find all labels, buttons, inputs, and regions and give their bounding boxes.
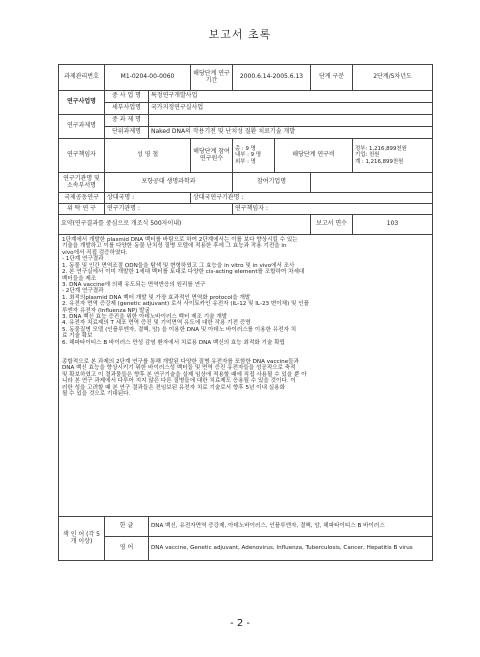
- summary-line: 러한 성을 고려할 때 본 연구 결과들은 전임보된 유전자 치료 기술로서 향후 5년 이내 실용화: [62, 384, 285, 391]
- intl-label: 국제공동연구: [59, 193, 105, 204]
- outsourced-pi: 연구책임자 :: [233, 204, 433, 215]
- summary-line: 1단계에서 개발한 plasmid DNA 벡터를 바탕으로 하여 2단계에서는 이를 보다 향상시킬 수 있는: [62, 237, 298, 243]
- summary-line: vivo에서 직접 검증하였다.: [62, 249, 128, 256]
- phase-period-value: 2000.6.14-2005.6.13: [233, 65, 311, 91]
- summary-line: 기술을 개발하고 이를 다양한 동물 난치성 질병 모델에 적용한 후에 그 효능과 작용 기전을 in: [62, 243, 287, 250]
- intl-partner: 상대국명 :: [105, 193, 191, 204]
- phase-period-label: 해당단계 연구기간: [191, 65, 233, 91]
- outsourced-label: 위 탁 연 구: [59, 204, 105, 215]
- intl-institution: 상대국연구기관명 :: [191, 193, 433, 204]
- project-unit-label: 단위과제명: [105, 127, 149, 139]
- funding-gov: 정부: 1,216,899천원: [355, 146, 407, 153]
- institution-value: 포항공대 생명과학과: [105, 173, 233, 193]
- participants-total: 총 : 9 명: [235, 146, 256, 153]
- keyword-label: 색 인 어 (각 5개 이상): [59, 517, 105, 561]
- program-sub-label: 중 사 업 명: [105, 91, 149, 103]
- pages-value: 103: [353, 215, 433, 235]
- page-number: - 2 -: [230, 618, 250, 629]
- summary-lines: [62, 237, 429, 398]
- phase-class-label: 단계 구분: [311, 65, 353, 91]
- project-no-value: M1-0204-00-0060: [105, 65, 191, 91]
- phase-class-value: 2단계/5차년도: [353, 65, 433, 91]
- project-no-label: 과제관리번호: [59, 65, 105, 91]
- participants-value: [233, 139, 275, 173]
- funding-value: [353, 139, 433, 173]
- pages-label: 보고서 면수: [311, 215, 353, 235]
- summary-line: 2. 유전자 면역 증강제 (genetic adjuvant) 로서 사이토카인 유전자 (IL-12 및 IL-23 변이체) 및 인플: [62, 301, 310, 308]
- project-mid-label: 중 과 제 명: [105, 115, 149, 127]
- summary-line: 3. DNA vaccine에 의해 유도되는 면역반응의 원리를 연구: [62, 281, 206, 288]
- funding-label: 해당단계 연구비: [275, 139, 353, 173]
- project-name-label: 연구과제명: [59, 115, 105, 139]
- participants-internal: 내부 : 9 명: [235, 152, 262, 159]
- company-label: 참여기업명: [233, 173, 311, 193]
- keyword-english-label: 영 어: [105, 537, 149, 561]
- keyword-korean-label: 한 글: [105, 517, 149, 537]
- summary-label: 요약(연구결과를 중심으로 개조식 500자이내): [59, 215, 311, 235]
- program-detail-label: 세부사업명: [105, 103, 149, 115]
- summary-line: DNA 백신 효능을 향상시키기 위한 바이러스성 벡터들 및 면역 증진 유전자들을 성공적으로 축적: [62, 365, 296, 372]
- summary-line: 5. 동물질병 모델 (인플루엔자, 결핵, 암) 을 이용한 DNA 및 아데노 바이러스를 이용한 유전자 치: [62, 326, 297, 333]
- summary-line: 벡터들을 제조: [62, 275, 97, 282]
- summary-line: 료 기술 확보: [62, 333, 93, 340]
- participants-external: 외부 : 명: [235, 158, 256, 165]
- funding-company: 기업: 천원: [355, 152, 380, 159]
- outsourced-institution: 연구기관명 :: [105, 204, 233, 215]
- summary-body: [59, 235, 433, 517]
- keyword-korean-value: DNA 백신, 유전자면역 증강제, 아데노바이러스, 인플루엔자, 결핵, 암, 헤파타이티스 B 바이러스: [149, 517, 433, 537]
- project-unit-value: Naked DNA의 작용기전 및 난치성 질환 치료기술 개발: [149, 127, 433, 139]
- institution-label: 연구기관명 및 소속부서명: [59, 173, 105, 193]
- summary-line: 니라 본 연구 과제에서 다루어 지지 않은 다른 질병들에 대한 치료제도 응용될 수 있을 것이다. 이: [62, 378, 296, 385]
- program-label: 연구사업명: [59, 91, 105, 115]
- pi-name: 성 영 철: [105, 139, 191, 173]
- summary-line: 4. 유전자 치료제의 T 세포 면역 증진 및 기억면역 유도에 대한 작용 기전 증명: [62, 320, 251, 327]
- summary-line: 6. 헤파타이티스 B 바이러스 만성 감염 환자에서 치료용 DNA 백신의 효능 최적화 기술 확립: [62, 339, 285, 346]
- participants-label: 해당단계 참여연구원수: [191, 139, 233, 173]
- funding-total: 계 : 1,216,899천원: [355, 158, 404, 165]
- summary-line: - 2단계 연구결과: [62, 288, 104, 295]
- report-abstract-table: [58, 64, 433, 561]
- pi-label: 연구책임자: [59, 139, 105, 173]
- summary-line: 2. 본 연구실에서 이미 개발한 1세대 벡터를 토대로 다양한 cis-acting element를 조합하여 차세대: [62, 269, 305, 276]
- summary-line: 3. DNA 백신 효능 증진을 위한 아데노바이러스 벡터 제조 기술 개발: [62, 314, 228, 321]
- summary-line: 1. 동물 및 인간 면역조절 ODN들을 탐색 및 변형하였고 그 효능을 in vitro 및 in vivo에서 조사: [62, 262, 295, 269]
- project-mid-value: [149, 115, 433, 127]
- summary-line: 1. 최적의plasmid DNA 벡터 개발 및 가장 효과적인 면역화 protocol을 개발: [62, 294, 251, 301]
- summary-line: 종합적으로 본 과제의 2단계 연구를 통해 개발된 다양한 질병 유전자를 포함한 DNA vaccine들과: [62, 359, 299, 366]
- program-sub-value: 특정연구개발사업: [149, 91, 433, 103]
- summary-line: 및 확보하였고 이 결과물들은 향후 본 연구기술을 실제 임상에 적용할 때에 직접 사용될 수 있을 뿐 아: [62, 371, 307, 378]
- page-title: 보고서 초록: [208, 28, 272, 41]
- summary-line: 될 수 있을 것으로 기대된다.: [62, 391, 131, 398]
- keyword-english-value: DNA vaccine, Genetic adjuvant, Adenovirus, Influenza, Tuberculosis, Cancer, Hepatitis B virus: [149, 537, 433, 561]
- program-detail-value: 국가지정연구실사업: [149, 103, 433, 115]
- summary-line: 루엔자 유전자 (Influenza NP) 발굴: [62, 307, 150, 314]
- company-value: [311, 173, 433, 193]
- summary-line: - 1단계 연구결과: [62, 256, 104, 263]
